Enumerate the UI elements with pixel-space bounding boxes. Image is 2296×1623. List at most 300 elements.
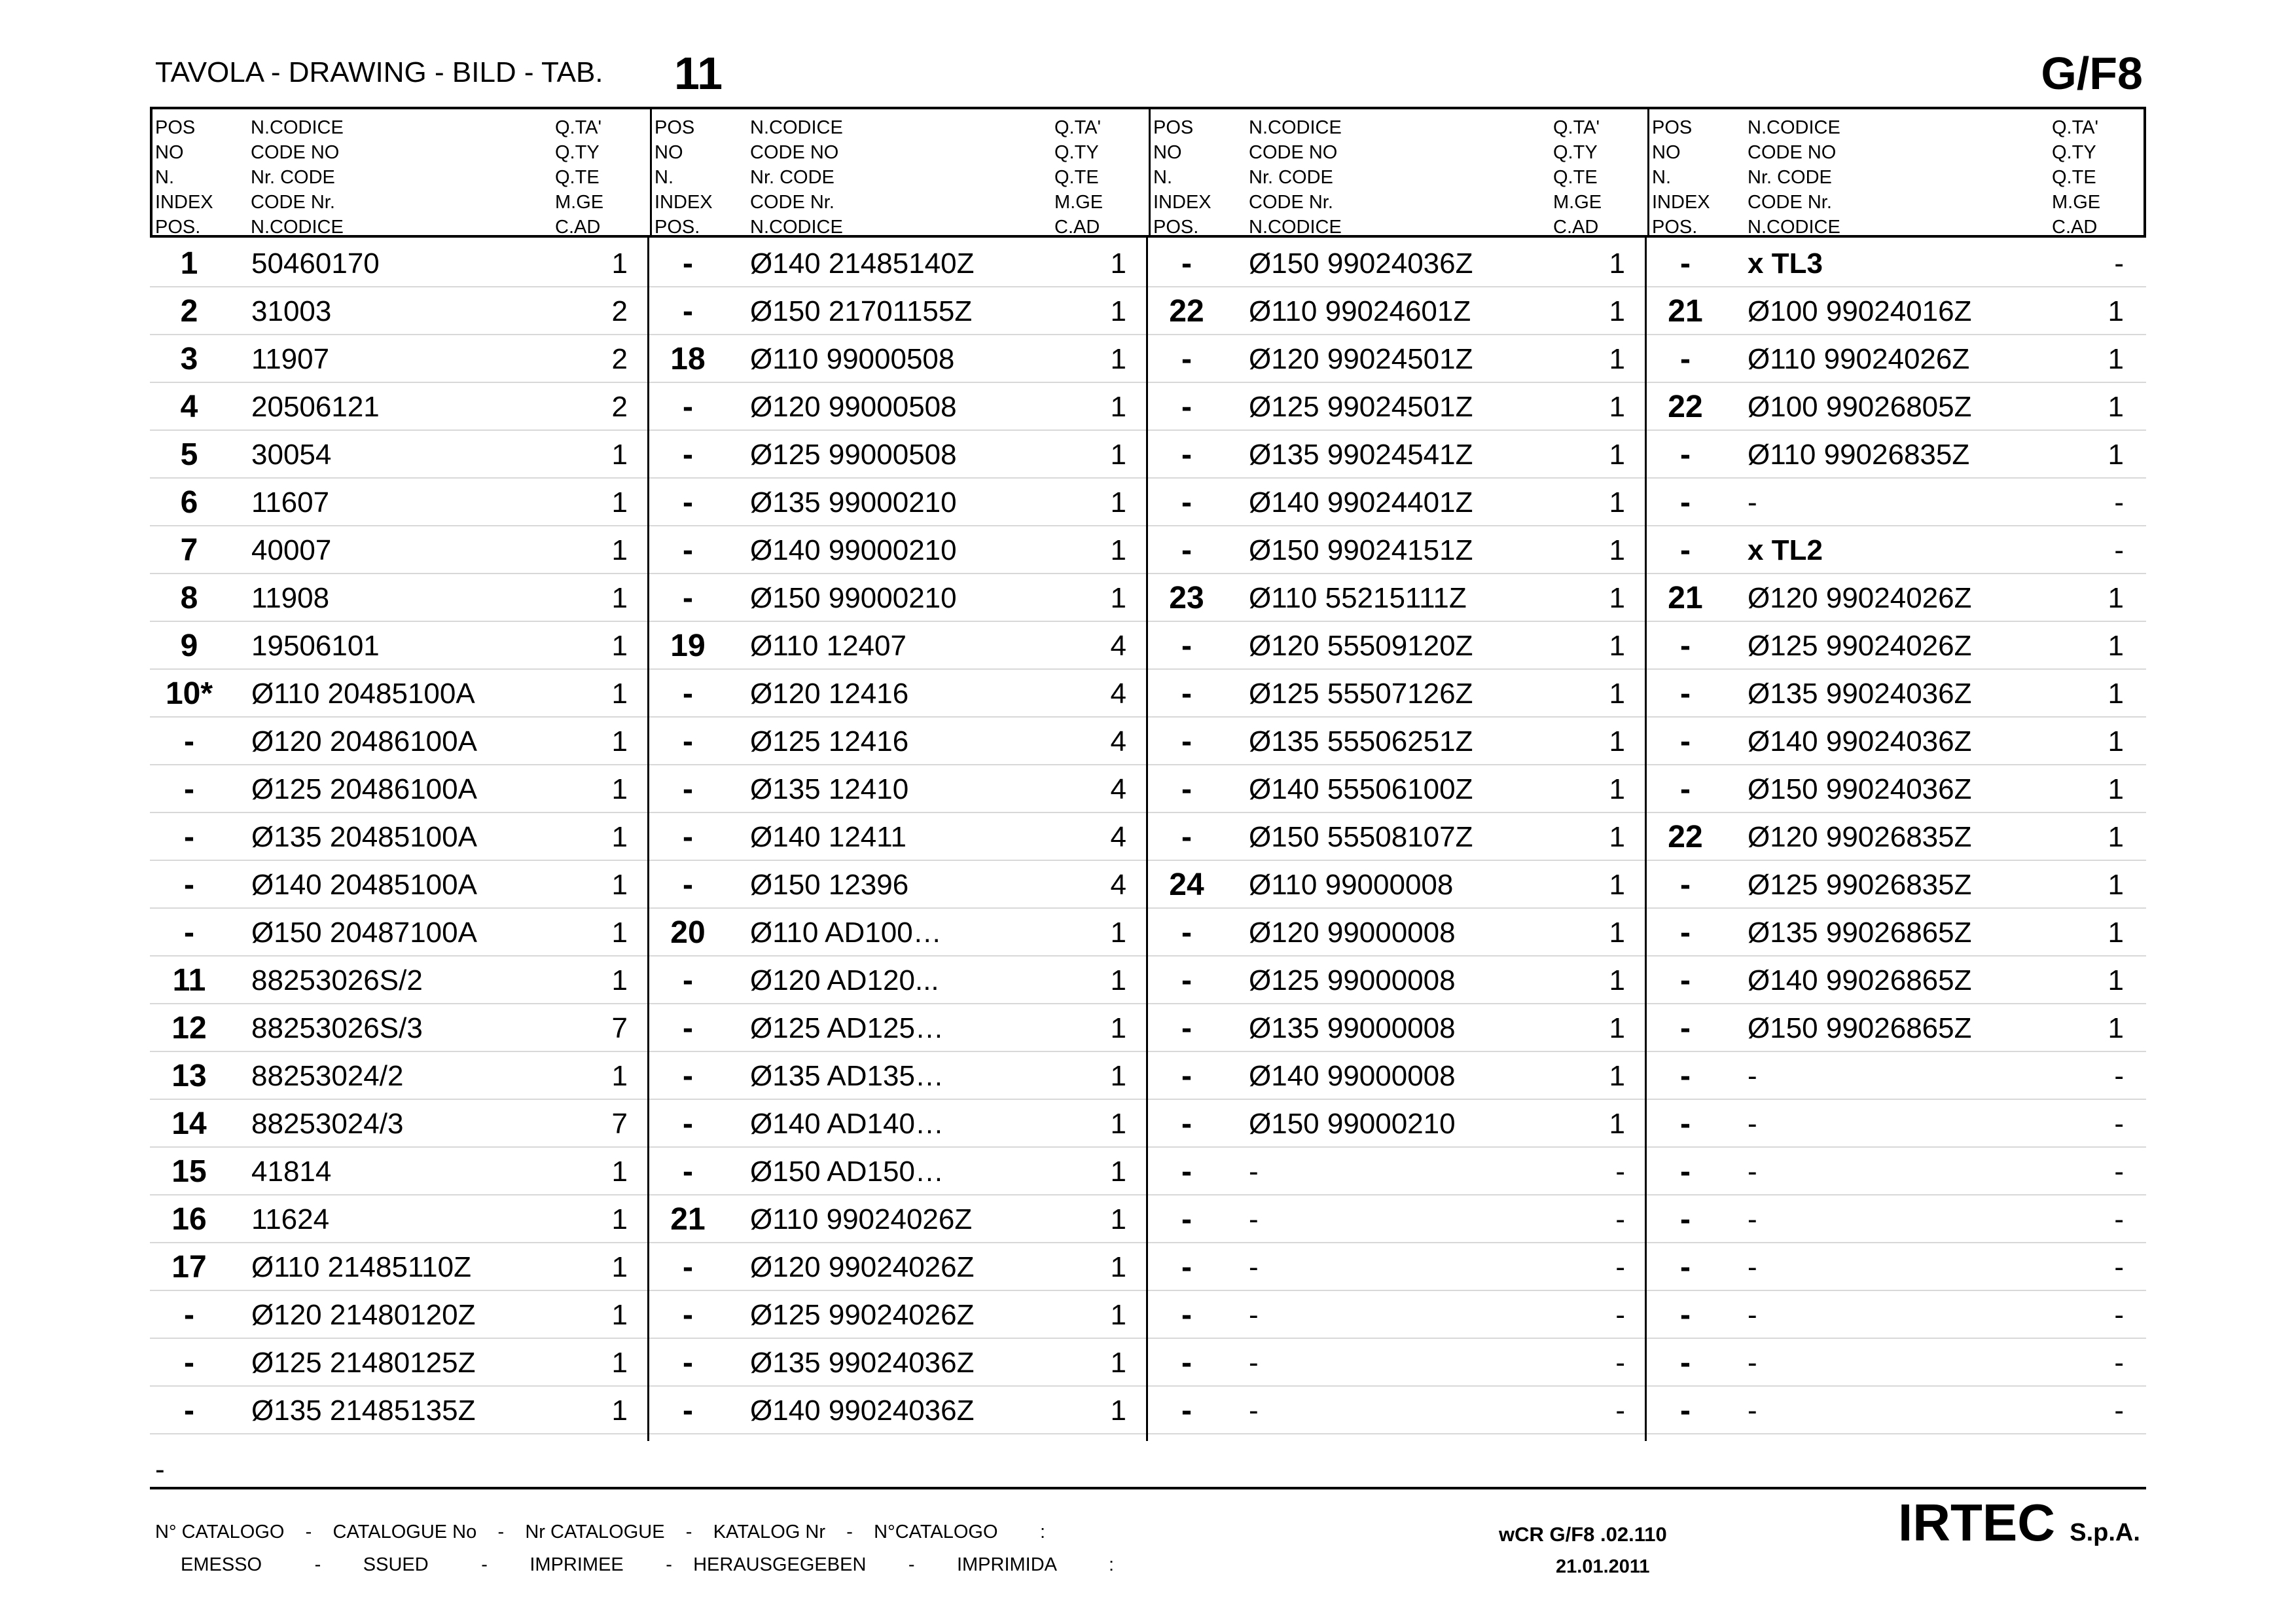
qty-cell: 1 [1609, 1012, 1625, 1044]
code-cell: Ø135 99024541Z [1249, 439, 1473, 471]
code-cell: Ø110 99024026Z [750, 1203, 973, 1235]
qty-cell: 1 [2108, 630, 2124, 662]
qty-cell: 1 [611, 1156, 628, 1188]
code-cell: - [1748, 1347, 1757, 1379]
table-row [150, 287, 2146, 335]
pos-cell: - [683, 1345, 693, 1380]
pos-cell: 20 [670, 915, 706, 950]
qty-cell: 1 [2108, 1012, 2124, 1044]
code-cell: - [1249, 1347, 1259, 1379]
code-cell: Ø150 AD150… [750, 1156, 944, 1188]
qty-cell: - [1615, 1251, 1625, 1283]
header-code-label: N.CODICE CODE NO Nr. CODE CODE Nr. N.CODICE [750, 117, 843, 238]
pos-cell: - [1680, 1011, 1691, 1046]
pos-cell: - [683, 820, 693, 854]
column-separator [1146, 238, 1148, 1441]
qty-cell: 1 [1609, 917, 1625, 949]
pos-cell: - [683, 963, 693, 998]
pos-cell: - [1181, 1154, 1192, 1189]
qty-cell: 1 [1110, 343, 1126, 375]
code-cell: Ø140 99000210 [750, 534, 957, 566]
qty-cell: 1 [1609, 869, 1625, 901]
qty-cell: 1 [611, 917, 628, 949]
pos-cell: 14 [171, 1106, 207, 1141]
pos-cell: 16 [171, 1202, 207, 1237]
qty-cell: - [2114, 1251, 2124, 1283]
qty-cell: 1 [1609, 678, 1625, 710]
pos-cell: - [1680, 342, 1691, 376]
pos-cell: 11 [172, 963, 206, 998]
qty-cell: 1 [2108, 343, 2124, 375]
pos-cell: - [1181, 533, 1192, 568]
qty-cell: 1 [2108, 725, 2124, 757]
pos-cell: 5 [180, 437, 198, 472]
qty-cell: 1 [1110, 917, 1126, 949]
table-row [150, 240, 2146, 287]
column-header-box [150, 107, 2146, 238]
pos-cell: - [1181, 820, 1192, 854]
pos-cell: - [683, 485, 693, 520]
qty-cell: - [2114, 1203, 2124, 1235]
catalogue-line: N° CATALOGO - CATALOGUE No - Nr CATALOGUE - KATALOG Nr - N°CATALOGO : [155, 1522, 1046, 1542]
pos-cell: 21 [1668, 294, 1703, 329]
qty-cell: 1 [1609, 964, 1625, 996]
code-cell: Ø135 12410 [750, 773, 909, 805]
qty-cell: 1 [2108, 582, 2124, 614]
qty-cell: 1 [1609, 582, 1625, 614]
code-cell: 50460170 [251, 247, 380, 280]
code-cell: - [1748, 1299, 1757, 1331]
pos-cell: - [1680, 533, 1691, 568]
code-cell: Ø120 21480120Z [251, 1299, 476, 1331]
pos-cell: - [184, 820, 194, 854]
qty-cell: 1 [611, 1203, 628, 1235]
table-row [150, 957, 2146, 1004]
header-code-label: N.CODICE CODE NO Nr. CODE CODE Nr. N.CODICE [1748, 117, 1840, 238]
qty-cell: 1 [611, 1347, 628, 1379]
qty-cell: 1 [1609, 439, 1625, 471]
code-cell: Ø140 12411 [750, 821, 906, 853]
qty-cell: 1 [2108, 295, 2124, 327]
qty-cell: - [1615, 1299, 1625, 1331]
qty-cell: 4 [1110, 821, 1126, 853]
qty-cell: - [2114, 247, 2124, 280]
drawing-ref: G/F8 [2041, 48, 2143, 99]
code-cell: Ø150 21701155Z [750, 295, 973, 327]
code-cell: Ø110 AD100… [750, 917, 942, 949]
qty-cell: 1 [2108, 773, 2124, 805]
pos-cell: - [1181, 915, 1192, 950]
pos-cell: - [683, 390, 693, 424]
pos-cell: - [1181, 1298, 1192, 1332]
issue-date: 21.01.2011 [1556, 1556, 1650, 1577]
qty-cell: 1 [1110, 1060, 1126, 1092]
qty-cell: 1 [611, 1395, 628, 1427]
code-cell: Ø120 99024026Z [750, 1251, 975, 1283]
table-row [150, 718, 2146, 765]
pos-cell: - [1680, 1059, 1691, 1093]
qty-cell: 1 [2108, 964, 2124, 996]
qty-cell: 1 [1609, 295, 1625, 327]
header-qty-label: Q.TA' Q.TY Q.TE M.GE C.AD [1054, 117, 1103, 238]
code-cell: Ø140 99024036Z [750, 1395, 975, 1427]
company-logo: IRTEC S.p.A. [1898, 1493, 2140, 1552]
table-row [150, 1004, 2146, 1052]
code-cell: 88253026S/2 [251, 964, 423, 996]
qty-cell: 1 [1609, 391, 1625, 423]
code-cell: Ø140 99024401Z [1249, 486, 1473, 519]
pos-cell: 4 [180, 390, 198, 424]
code-cell: Ø140 99000008 [1249, 1060, 1456, 1092]
table-row [150, 1148, 2146, 1195]
pos-cell: - [1181, 772, 1192, 807]
pos-cell: - [1680, 1154, 1691, 1189]
qty-cell: - [1615, 1347, 1625, 1379]
code-cell: - [1748, 1251, 1757, 1283]
pos-cell: - [184, 724, 194, 759]
qty-cell: 4 [1110, 678, 1126, 710]
qty-cell: - [2114, 1060, 2124, 1092]
pos-cell: 22 [1169, 294, 1204, 329]
catalogue-ref: wCR G/F8 .02.110 [1499, 1523, 1667, 1546]
qty-cell: 1 [611, 678, 628, 710]
issued-line: EMESSO - SSUED - IMPRIMEE - HERAUSGEGEBEN - IMPRIMIDA : [181, 1554, 1115, 1575]
qty-cell: - [1615, 1203, 1625, 1235]
pos-cell: - [683, 437, 693, 472]
header-pos-label: POS NO N. INDEX POS. [155, 117, 213, 238]
header-column [1647, 109, 2148, 238]
pos-cell: - [1181, 1011, 1192, 1046]
code-cell: Ø135 21485135Z [251, 1395, 476, 1427]
header-column [650, 109, 1151, 238]
pos-cell: 22 [1668, 390, 1703, 424]
code-cell: Ø120 99000508 [750, 391, 957, 423]
pos-cell: - [1181, 246, 1192, 281]
qty-cell: 1 [1110, 1156, 1126, 1188]
qty-cell: 1 [1110, 247, 1126, 280]
pos-cell: - [683, 1393, 693, 1428]
column-separator [647, 238, 649, 1441]
code-cell: - [1249, 1395, 1259, 1427]
qty-cell: 1 [2108, 439, 2124, 471]
pos-cell: 19 [670, 629, 706, 663]
pos-cell: 13 [171, 1059, 207, 1093]
qty-cell: 1 [1110, 1347, 1126, 1379]
drawing-title: TAVOLA - DRAWING - BILD - TAB. [155, 56, 603, 88]
pos-cell: - [184, 1393, 194, 1428]
code-cell: Ø125 20486100A [251, 773, 477, 805]
header-qty-label: Q.TA' Q.TY Q.TE M.GE C.AD [555, 117, 604, 238]
qty-cell: 1 [611, 964, 628, 996]
pos-cell: - [683, 1154, 693, 1189]
code-cell: Ø135 99000008 [1249, 1012, 1456, 1044]
qty-cell: 1 [1609, 486, 1625, 519]
qty-cell: - [2114, 1395, 2124, 1427]
header-qty-label: Q.TA' Q.TY Q.TE M.GE C.AD [2052, 117, 2101, 238]
code-cell: Ø140 21485140Z [750, 247, 975, 280]
header-code-label: N.CODICE CODE NO Nr. CODE CODE Nr. N.CODICE [1249, 117, 1342, 238]
qty-cell: 4 [1110, 725, 1126, 757]
qty-cell: 1 [1609, 1060, 1625, 1092]
pos-cell: - [1181, 390, 1192, 424]
code-cell: - [1748, 1203, 1757, 1235]
pos-cell: - [683, 533, 693, 568]
qty-cell: 2 [611, 391, 628, 423]
pos-cell: - [1680, 629, 1691, 663]
pos-cell: - [683, 246, 693, 281]
code-cell: x TL2 [1748, 534, 1823, 566]
code-cell: 11607 [251, 486, 330, 519]
header-qty-label: Q.TA' Q.TY Q.TE M.GE C.AD [1553, 117, 1602, 238]
pos-cell: 12 [171, 1011, 207, 1046]
pos-cell: - [1181, 676, 1192, 711]
footer-divider [150, 1487, 2146, 1489]
code-cell: Ø140 AD140… [750, 1108, 944, 1140]
header-code-label: N.CODICE CODE NO Nr. CODE CODE Nr. N.CODICE [251, 117, 344, 238]
qty-cell: - [2114, 534, 2124, 566]
pos-cell: 24 [1169, 867, 1204, 902]
qty-cell: 7 [611, 1108, 628, 1140]
qty-cell: 1 [1110, 486, 1126, 519]
pos-cell: 2 [180, 294, 198, 329]
pos-cell: 21 [670, 1202, 706, 1237]
qty-cell: 1 [2108, 917, 2124, 949]
pos-cell: - [683, 1250, 693, 1285]
code-cell: Ø150 99024151Z [1249, 534, 1473, 566]
pos-cell: - [683, 676, 693, 711]
code-cell: Ø140 99024036Z [1748, 725, 1972, 757]
pos-cell: - [1181, 342, 1192, 376]
pos-cell: - [683, 724, 693, 759]
pos-cell: 15 [171, 1154, 207, 1189]
qty-cell: 1 [2108, 821, 2124, 853]
code-cell: Ø150 99024036Z [1748, 773, 1972, 805]
code-cell: Ø120 12416 [750, 678, 909, 710]
table-row [150, 909, 2146, 957]
pos-cell: - [683, 867, 693, 902]
code-cell: 31003 [251, 295, 332, 327]
pos-cell: - [683, 294, 693, 329]
qty-cell: 4 [1110, 869, 1126, 901]
code-cell: - [1249, 1203, 1259, 1235]
pos-cell: - [184, 915, 194, 950]
code-cell: Ø150 20487100A [251, 917, 477, 949]
qty-cell: 1 [611, 725, 628, 757]
pos-cell: - [683, 1059, 693, 1093]
pos-cell: 21 [1668, 581, 1703, 615]
qty-cell: 1 [2108, 678, 2124, 710]
pos-cell: - [1680, 1106, 1691, 1141]
pos-cell: - [1181, 437, 1192, 472]
code-cell: Ø135 99024036Z [750, 1347, 975, 1379]
code-cell: Ø135 AD135… [750, 1060, 944, 1092]
qty-cell: 1 [1609, 630, 1625, 662]
table-row [150, 1052, 2146, 1100]
code-cell: 11908 [251, 582, 330, 614]
code-cell: Ø110 12407 [750, 630, 906, 662]
pos-cell: - [1181, 1393, 1192, 1428]
qty-cell: 1 [611, 534, 628, 566]
qty-cell: - [2114, 1156, 2124, 1188]
qty-cell: 1 [1110, 391, 1126, 423]
code-cell: Ø125 99000008 [1249, 964, 1456, 996]
code-cell: Ø125 99024026Z [750, 1299, 975, 1331]
table-row [150, 1339, 2146, 1387]
header-pos-label: POS NO N. INDEX POS. [1652, 117, 1710, 238]
table-row [150, 622, 2146, 670]
pos-cell: - [1680, 963, 1691, 998]
qty-cell: - [1615, 1395, 1625, 1427]
qty-cell: - [2114, 486, 2124, 519]
qty-cell: - [2114, 1299, 2124, 1331]
code-cell: Ø140 20485100A [251, 869, 477, 901]
code-cell: Ø125 99024501Z [1249, 391, 1473, 423]
pos-cell: - [184, 867, 194, 902]
qty-cell: 1 [611, 630, 628, 662]
header-pos-label: POS NO N. INDEX POS. [655, 117, 713, 238]
pos-cell: - [1680, 1393, 1691, 1428]
pos-cell: - [1181, 1106, 1192, 1141]
code-cell: Ø120 20486100A [251, 725, 477, 757]
pos-cell: - [1181, 1202, 1192, 1237]
qty-cell: 1 [1110, 439, 1126, 471]
pos-cell: - [1680, 437, 1691, 472]
qty-cell: 1 [1110, 1395, 1126, 1427]
qty-cell: 1 [1609, 773, 1625, 805]
code-cell: Ø135 55506251Z [1249, 725, 1473, 757]
code-cell: Ø125 55507126Z [1249, 678, 1473, 710]
pos-cell: - [1181, 1345, 1192, 1380]
code-cell: - [1249, 1299, 1259, 1331]
pos-cell: - [1680, 867, 1691, 902]
qty-cell: 1 [1609, 343, 1625, 375]
qty-cell: 1 [1110, 1251, 1126, 1283]
pos-cell: - [1680, 724, 1691, 759]
code-cell: - [1249, 1251, 1259, 1283]
code-cell: Ø150 99024036Z [1249, 247, 1473, 280]
qty-cell: 2 [611, 295, 628, 327]
code-cell: Ø140 55506100Z [1249, 773, 1473, 805]
pos-cell: - [1680, 485, 1691, 520]
header-column [1149, 109, 1649, 238]
pos-cell: - [683, 772, 693, 807]
code-cell: - [1748, 1395, 1757, 1427]
qty-cell: 1 [611, 1060, 628, 1092]
qty-cell: 1 [1609, 725, 1625, 757]
code-cell: x TL3 [1748, 247, 1823, 280]
qty-cell: 1 [611, 869, 628, 901]
pos-cell: 9 [180, 629, 198, 663]
qty-cell: 1 [1110, 534, 1126, 566]
qty-cell: - [1615, 1156, 1625, 1188]
qty-cell: 4 [1110, 773, 1126, 805]
qty-cell: 1 [1110, 1203, 1126, 1235]
qty-cell: 1 [611, 1251, 628, 1283]
qty-cell: 1 [1110, 295, 1126, 327]
qty-cell: 1 [611, 486, 628, 519]
table-row [150, 335, 2146, 383]
code-cell: Ø125 99000508 [750, 439, 957, 471]
code-cell: 88253024/2 [251, 1060, 404, 1092]
code-cell: Ø110 55215111Z [1249, 582, 1467, 614]
qty-cell: 1 [611, 582, 628, 614]
table-row [150, 1387, 2146, 1434]
pos-cell: 18 [670, 342, 706, 376]
qty-cell: - [2114, 1347, 2124, 1379]
qty-cell: 1 [2108, 391, 2124, 423]
code-cell: Ø135 99000210 [750, 486, 957, 519]
qty-cell: 1 [1609, 1108, 1625, 1140]
code-cell: 41814 [251, 1156, 332, 1188]
pos-cell: 10* [165, 676, 213, 711]
code-cell: - [1748, 1108, 1757, 1140]
code-cell: Ø120 99024026Z [1748, 582, 1972, 614]
code-cell: Ø100 99024016Z [1748, 295, 1972, 327]
pos-cell: - [1181, 485, 1192, 520]
qty-cell: 1 [611, 1299, 628, 1331]
code-cell: 88253026S/3 [251, 1012, 423, 1044]
pos-cell: 6 [180, 485, 198, 520]
code-cell: 88253024/3 [251, 1108, 404, 1140]
pos-cell: - [184, 1298, 194, 1332]
code-cell: 11624 [251, 1203, 330, 1235]
table-row [150, 813, 2146, 861]
qty-cell: 1 [1609, 247, 1625, 280]
code-cell: Ø150 99000210 [750, 582, 957, 614]
qty-cell: 1 [611, 773, 628, 805]
qty-cell: 1 [611, 247, 628, 280]
code-cell: - [1748, 1156, 1757, 1188]
pos-cell: - [683, 1298, 693, 1332]
pos-cell: 3 [180, 342, 198, 376]
code-cell: Ø110 99024026Z [1748, 343, 1970, 375]
table-row [150, 526, 2146, 574]
table-row [150, 861, 2146, 909]
footnote: - [155, 1453, 165, 1486]
code-cell: Ø150 12396 [750, 869, 909, 901]
code-cell: Ø100 99026805Z [1748, 391, 1972, 423]
code-cell: Ø120 AD120... [750, 964, 939, 996]
code-cell: Ø110 99000508 [750, 343, 955, 375]
qty-cell: 1 [611, 821, 628, 853]
pos-cell: - [1680, 915, 1691, 950]
qty-cell: 1 [1609, 534, 1625, 566]
code-cell: Ø135 99024036Z [1748, 678, 1972, 710]
qty-cell: 1 [1110, 1299, 1126, 1331]
header-pos-label: POS NO N. INDEX POS. [1153, 117, 1211, 238]
code-cell: Ø140 99026865Z [1748, 964, 1972, 996]
code-cell: - [1748, 1060, 1757, 1092]
table-row [150, 574, 2146, 622]
code-cell: 20506121 [251, 391, 380, 423]
code-cell: Ø110 99024601Z [1249, 295, 1471, 327]
code-cell: Ø110 20485100A [251, 678, 475, 710]
code-cell: Ø125 12416 [750, 725, 909, 757]
code-cell: Ø135 99026865Z [1748, 917, 1972, 949]
code-cell: 40007 [251, 534, 332, 566]
code-cell: Ø110 21485110Z [251, 1251, 471, 1283]
code-cell: 19506101 [251, 630, 380, 662]
qty-cell: 1 [2108, 869, 2124, 901]
code-cell: Ø125 99024026Z [1748, 630, 1972, 662]
qty-cell: 1 [1110, 1012, 1126, 1044]
code-cell: 30054 [251, 439, 332, 471]
pos-cell: 1 [180, 246, 198, 281]
code-cell: Ø150 99026865Z [1748, 1012, 1972, 1044]
pos-cell: - [683, 1106, 693, 1141]
pos-cell: - [1181, 963, 1192, 998]
qty-cell: 1 [1110, 1108, 1126, 1140]
